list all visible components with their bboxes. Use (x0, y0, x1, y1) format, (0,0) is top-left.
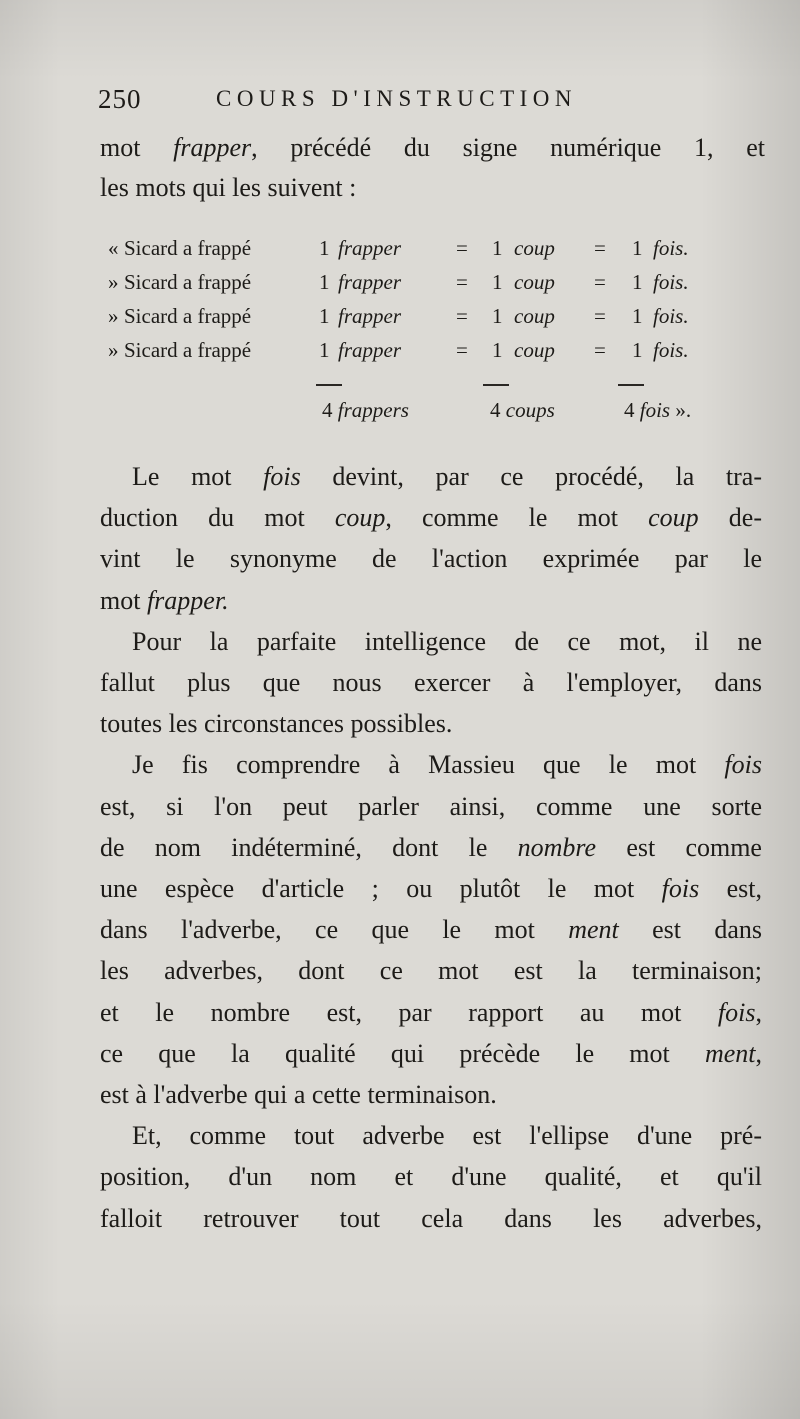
text-line: ce que la qualité qui précède le mot ment, (100, 1038, 762, 1068)
row-number: 1 (319, 338, 330, 362)
quote-mark: » (108, 270, 119, 294)
row-number: 1 (632, 338, 643, 362)
quote-mark: » (108, 304, 119, 328)
equals-sign: = (594, 270, 606, 294)
sum-rule (483, 384, 509, 386)
table-total: 4 coups (490, 398, 555, 422)
table-row (108, 304, 728, 338)
table-total: 4 fois ». (624, 398, 692, 422)
sum-rule (316, 384, 342, 386)
row-word-frapper: frapper (338, 304, 401, 328)
text-line: les mots qui les suivent : (100, 173, 357, 202)
table-row (108, 236, 728, 270)
paragraph (100, 456, 762, 621)
row-word-coup: coup (514, 270, 555, 294)
equals-sign: = (594, 338, 606, 362)
row-word-coup: coup (514, 304, 555, 328)
table-total: 4 frappers (322, 398, 409, 422)
text-line: vint le synonyme de l'action exprimée par le (100, 544, 762, 574)
text-line: est, si l'on peut parler ainsi, comme une sorte (100, 791, 762, 821)
sum-rule (618, 384, 644, 386)
text-line: Je fis comprendre à Massieu que le mot fois (132, 750, 762, 780)
text-line: mot frapper. (100, 585, 229, 615)
row-word-fois: fois. (653, 304, 689, 328)
row-number: 1 (492, 338, 503, 362)
text-line: mot frapper, précédé du signe numérique 1, et (100, 133, 765, 162)
equals-sign: = (456, 304, 468, 328)
row-number: 1 (319, 304, 330, 328)
row-number: 1 (632, 304, 643, 328)
row-word-fois: fois. (653, 270, 689, 294)
row-number: 1 (632, 270, 643, 294)
row-number: 1 (632, 236, 643, 260)
text-line: Le mot fois devint, par ce procédé, la tra- (132, 462, 763, 491)
text-line: et le nombre est, par rapport au mot fois, (100, 997, 762, 1027)
row-number: 1 (319, 270, 330, 294)
row-word-frapper: frapper (338, 270, 401, 294)
text-line: est à l'adverbe qui a cette terminaison. (100, 1080, 497, 1110)
text-line: position, d'un nom et d'une qualité, et qu'il (100, 1162, 762, 1192)
equals-sign: = (456, 338, 468, 362)
row-word-fois: fois. (653, 236, 689, 260)
text-line: falloit retrouver tout cela dans les adverbes, (100, 1203, 762, 1233)
text-line: dans l'adverbe, ce que le mot ment est dans (100, 915, 762, 945)
text-line: Et, comme tout adverbe est l'ellipse d'une pré- (132, 1121, 762, 1151)
page-number: 250 (98, 84, 142, 114)
row-subject: Sicard a frappé (124, 270, 252, 294)
text-line: Pour la parfaite intelligence de ce mot, il ne (132, 626, 762, 656)
text-line: fallut plus que nous exercer à l'employer, dans (100, 668, 762, 698)
table-row (108, 338, 728, 372)
table-row (108, 270, 728, 304)
row-subject: Sicard a frappé (124, 236, 252, 260)
row-number: 1 (492, 304, 503, 328)
page-header (98, 84, 698, 120)
row-word-fois: fois. (653, 338, 689, 362)
text-line: les adverbes, dont ce mot est la terminaison; (100, 956, 762, 986)
quote-mark: » (108, 338, 119, 362)
equals-sign: = (456, 270, 468, 294)
row-subject: Sicard a frappé (124, 338, 252, 362)
row-word-coup: coup (514, 338, 555, 362)
row-subject: Sicard a frappé (124, 304, 252, 328)
row-number: 1 (319, 236, 330, 260)
paragraph (100, 1115, 762, 1239)
equals-sign: = (456, 236, 468, 260)
text-line: duction du mot coup, comme le mot coup de- (100, 503, 762, 533)
text-line: une espèce d'article ; ou plutôt le mot fois est, (100, 874, 763, 904)
text-line: de nom indéterminé, dont le nombre est comme (100, 832, 762, 862)
text-line: toutes les circonstances possibles. (100, 709, 453, 739)
counting-table (108, 236, 728, 372)
lead-text (100, 128, 765, 208)
row-word-frapper: frapper (338, 338, 401, 362)
body-text (100, 456, 762, 1239)
equals-sign: = (594, 304, 606, 328)
row-word-coup: coup (514, 236, 555, 260)
quote-mark: « (108, 236, 119, 260)
running-title: COURS D'INSTRUCTION (216, 86, 578, 111)
paragraph (100, 621, 762, 745)
row-number: 1 (492, 270, 503, 294)
equals-sign: = (594, 236, 606, 260)
row-number: 1 (492, 236, 503, 260)
row-word-frapper: frapper (338, 236, 401, 260)
paragraph (100, 744, 762, 1115)
